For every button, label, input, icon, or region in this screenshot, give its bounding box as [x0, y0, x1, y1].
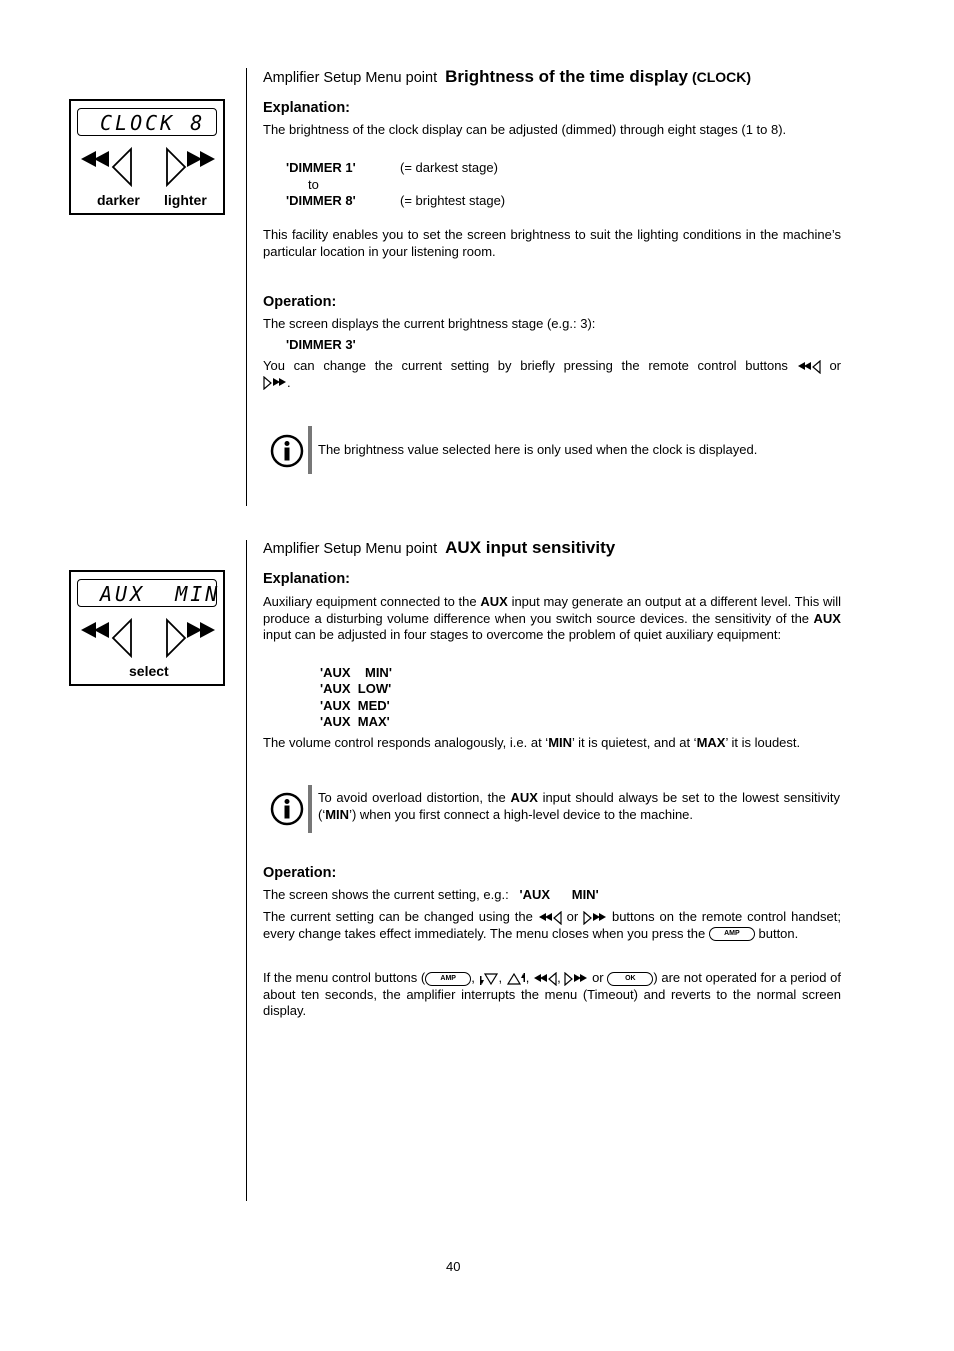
- change-setting-text: The current setting can be changed using the or buttons on the remote control handset; every change takes effect immediately. The menu closes when you press the AMP button.: [263, 909, 841, 941]
- forward-icon: [583, 911, 607, 925]
- dimmer8-code: 'DIMMER 8': [286, 193, 356, 208]
- forward-right-button-icon: [163, 616, 219, 658]
- explanation-title: Explanation:: [263, 571, 351, 587]
- rewind-left-button-icon: [79, 616, 135, 658]
- dimmer3-code: 'DIMMER 3': [286, 337, 356, 352]
- page-number: 40: [446, 1259, 461, 1274]
- clock-display-panel: [69, 99, 225, 215]
- down-menu-icon: [479, 972, 499, 986]
- aux-stage-max: 'AUX MAX': [320, 714, 390, 729]
- timeout-text: If the menu control buttons ( AMP , , , , or OK ) are not operated for a period of about ten seconds, the amplifier interrupts the menu (Timeout) and reverts to the normal screen display.: [263, 970, 841, 1018]
- info-note-1: [270, 426, 840, 474]
- aux-stage-low: 'AUX LOW': [320, 681, 392, 696]
- rewind-icon: [538, 911, 562, 925]
- lcd-display: AUX MIN: [77, 579, 217, 607]
- dimmer1-code: 'DIMMER 1': [286, 160, 356, 175]
- ok-button-icon: OK: [607, 972, 653, 986]
- op-text: The screen shows the current setting, e.g.: 'AUX MIN': [263, 887, 599, 902]
- heading-prefix: Amplifier Setup Menu point: [263, 70, 438, 86]
- volume-text: The volume control responds analogously, i.e. at ‘MIN’ it is quietest, and at ‘MAX’ it is loudest.: [263, 735, 801, 750]
- rewind-icon: [533, 972, 557, 986]
- note-text-1: The brightness value selected here is only used when the clock is displayed.: [318, 442, 758, 457]
- operation-text: The screen displays the current brightness stage (e.g.: 3):: [263, 316, 596, 331]
- explanation-title: Explanation:: [263, 100, 351, 116]
- select-label: select: [129, 663, 169, 679]
- explanation-text: The brightness of the clock display can be adjusted (dimmed) through eight stages (1 to 8).: [263, 122, 787, 137]
- change-text: You can change the current setting by briefly pressing the remote control buttons or .: [263, 358, 841, 390]
- info-icon: [270, 792, 304, 826]
- rewind-left-button-icon: [79, 145, 135, 187]
- aux-stage-min: 'AUX MIN': [320, 665, 392, 680]
- forward-icon: [263, 376, 287, 390]
- dimmer1-desc: (= darkest stage): [400, 160, 498, 175]
- operation-title-2: Operation:: [263, 865, 337, 881]
- up-menu-icon: [506, 972, 526, 986]
- forward-right-button-icon: [163, 145, 219, 187]
- info-note-2: [270, 785, 840, 833]
- aux-stage-med: 'AUX MED': [320, 698, 390, 713]
- note-text-2: To avoid overload distortion, the AUX input should always be set to the lowest sensitivity (‘MIN’) when you first connect a high-level device to the machine.: [318, 790, 840, 822]
- section1-heading: [263, 69, 841, 87]
- darker-label: darker: [97, 192, 140, 208]
- lighter-label: lighter: [164, 192, 207, 208]
- dimmer8-desc: (= brightest stage): [400, 193, 506, 208]
- section2-heading: [263, 540, 841, 558]
- heading-prefix: Amplifier Setup Menu point: [263, 541, 438, 557]
- forward-icon: [564, 972, 588, 986]
- facility-text: This facility enables you to set the screen brightness to suit the lighting conditions in the machine’s particular location in your listening room.: [263, 227, 841, 259]
- rewind-icon: [797, 360, 821, 374]
- heading-title: AUX input sensitivity: [445, 538, 616, 557]
- divider-line-bottom: [246, 540, 247, 1201]
- divider-line-top: [246, 68, 247, 506]
- info-icon: [270, 434, 304, 468]
- aux-display-panel: [69, 570, 225, 686]
- operation-title: Operation:: [263, 294, 337, 310]
- lcd-display: CLOCK 8: [77, 108, 217, 136]
- amp-button-icon: AMP: [709, 927, 755, 941]
- heading-title: Brightness of the time display: [445, 67, 688, 86]
- amp-button-icon: AMP: [425, 972, 471, 986]
- to-text: to: [308, 177, 319, 192]
- heading-code: (CLOCK): [691, 69, 752, 85]
- aux-explanation-text: Auxiliary equipment connected to the AUX input may generate an output at a different level. This will produce a disturbing volume difference when you switch source devices. the sensitivity of the AUX input can be adjusted in four stages to overcome the problem of quiet auxiliary equipment:: [263, 594, 842, 642]
